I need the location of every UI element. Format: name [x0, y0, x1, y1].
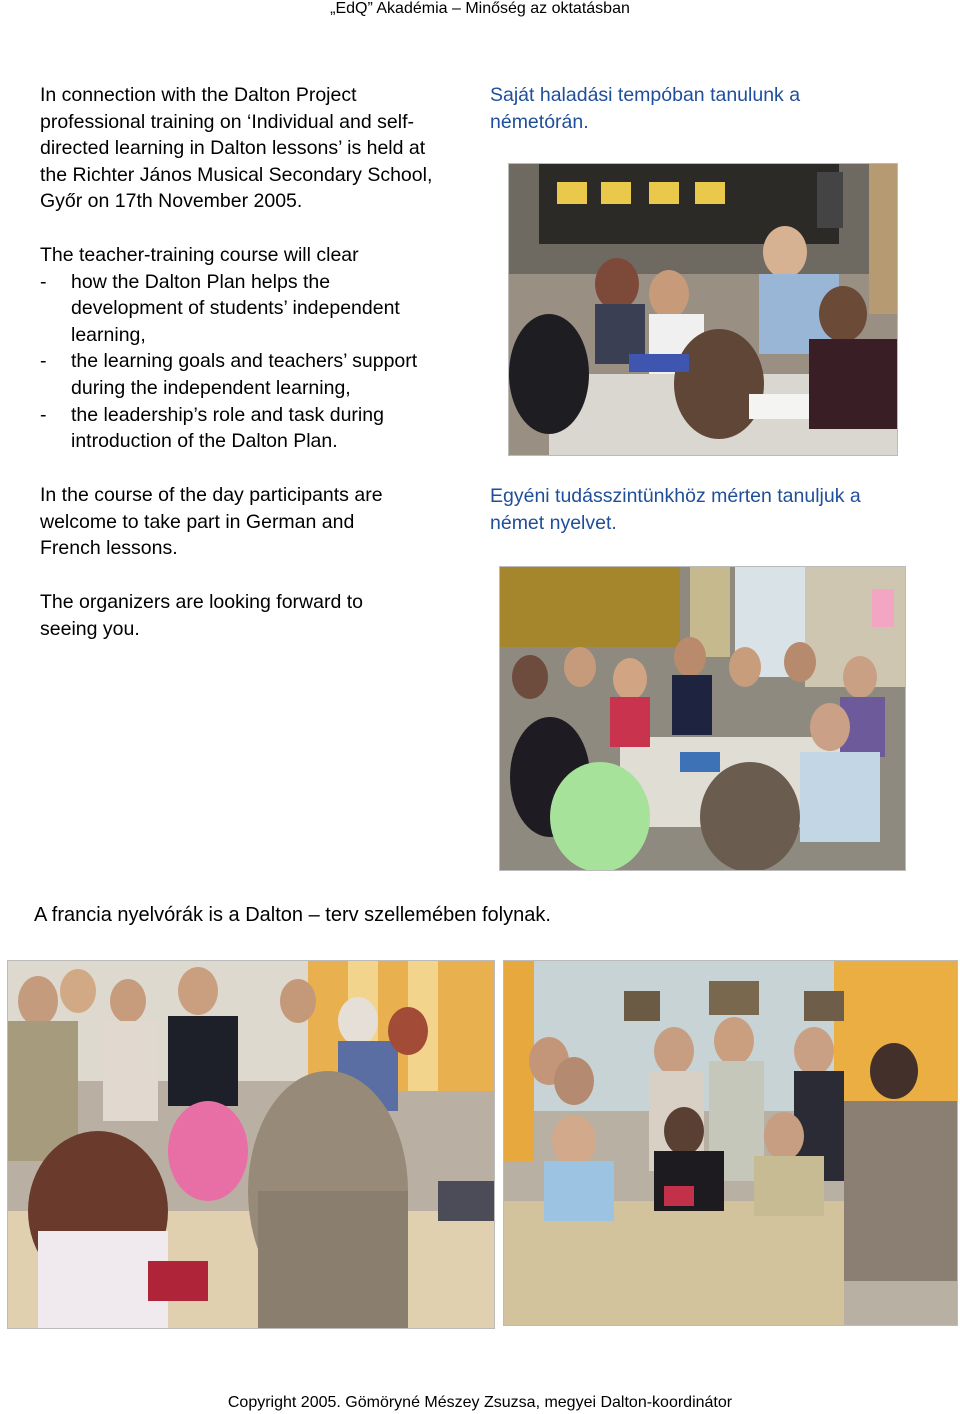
photo1-caption: Saját haladási tempóban tanulunk a németórán.	[490, 84, 801, 133]
list-item: - the learning goals and teachers’ support during the independent learning,	[40, 350, 418, 399]
french-caption: A francia nyelvórák is a Dalton – terv szellemében folynak.	[34, 904, 551, 926]
classroom-photo-icon	[500, 567, 905, 870]
french-class-photo-1	[7, 960, 495, 1329]
closing-paragraph: The organizers are looking forward to seeing you.	[40, 591, 363, 640]
course-section	[40, 242, 440, 455]
course-lead: The teacher-training course will clear	[40, 244, 359, 266]
page-header: „EdQ” Akadémia – Minőség az oktatásban	[330, 0, 630, 17]
french-class-photo-2	[503, 960, 958, 1326]
list-item: - the leadership’s role and task during introduction of the Dalton Plan.	[40, 403, 384, 453]
course-list	[40, 269, 440, 455]
german-class-photo-2	[499, 566, 906, 871]
intro-paragraph: In connection with the Dalton Project professional training on ‘Individual and self-directed learning in Dalton lessons’ is held at the Richter János Musical Secondary School, Győr on 17th November 2005.	[40, 84, 433, 213]
list-item: - how the Dalton Plan helps the development of students’ independent learning,	[40, 270, 400, 346]
photo2-caption: Egyéni tudásszintünkhöz mérten tanuljuk a német nyelvet.	[490, 485, 861, 534]
lessons-paragraph: In the course of the day participants are welcome to take part in German and French lessons.	[40, 484, 383, 560]
classroom-photo-icon	[509, 164, 897, 455]
german-class-photo-1	[508, 163, 898, 456]
classroom-photo-icon	[8, 961, 494, 1328]
page-footer: Copyright 2005. Gömöryné Mészey Zsuzsa, megyei Dalton-koordinátor	[227, 1394, 733, 1411]
classroom-photo-icon	[504, 961, 957, 1325]
